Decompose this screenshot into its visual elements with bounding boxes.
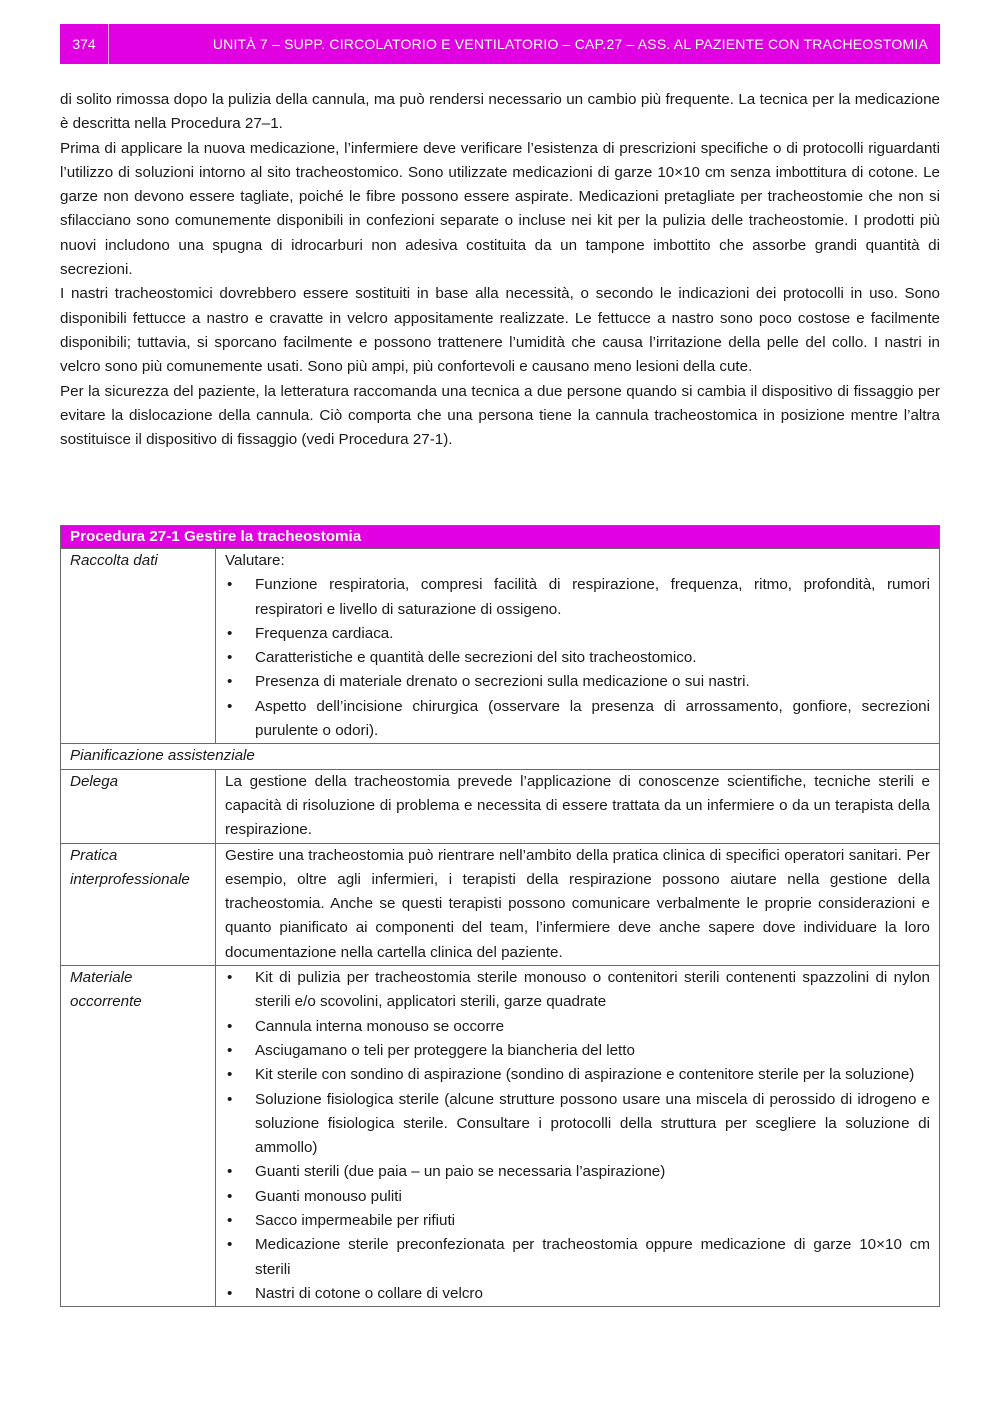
list-item: • Funzione respiratoria, compresi facilità di respirazione, frequenza, ritmo, profondità, rumori respiratori e livello di saturazione di ossigeno. — [225, 573, 930, 622]
row-content-raccolta-dati — [216, 549, 940, 744]
table-row — [61, 769, 940, 843]
page-number: 374 — [60, 24, 109, 64]
list-item: • Nastri di cotone o collare di velcro — [225, 1282, 930, 1306]
list-item: • Sacco impermeabile per rifiuti — [225, 1209, 930, 1233]
list-item: • Kit sterile con sondino di aspirazione (sondino di aspirazione e contenitore sterile per la soluzione) — [225, 1063, 930, 1087]
table-row — [61, 549, 940, 744]
list-item: • Presenza di materiale drenato o secrezioni sulla medicazione o sui nastri. — [225, 670, 930, 694]
table-row — [61, 966, 940, 1307]
list-item: • Kit di pulizia per tracheostomia sterile monouso o contenitori sterili contenenti spazzolini di nylon sterili e/o scovolini, applicatori sterili, garze quadrate — [225, 966, 930, 1015]
list-item: • Frequenza cardiaca. — [225, 622, 930, 646]
paragraph: Prima di applicare la nuova medicazione, l’infermiere deve verificare l’esistenza di prescrizioni specifiche o di protocolli riguardanti l’utilizzo di soluzioni intorno al sito tracheostomico. Sono utilizzate medicazioni di garze 10×10 cm senza imbottitura di cotone. Le garze non devono essere tagliate, poiché le fibre possono essere aspirate. Medicazioni pretagliate per tracheostomie che non si sfilacciano sono comunemente disponibili in confezioni separate o incluse nei kit per la pulizia delle tracheostomie. I prodotti più nuovi includono una spugna di idrocarburi non adesiva costituita da un tampone imbottito che assorbe grandi quantità di secrezioni. — [60, 139, 940, 279]
procedure-table — [60, 525, 940, 1307]
table-row — [61, 843, 940, 965]
assessment-list — [225, 573, 930, 743]
list-item: • Guanti monouso puliti — [225, 1185, 930, 1209]
row-content-materiale — [216, 966, 940, 1307]
row-label-delega: Delega — [61, 769, 216, 843]
page-header — [60, 24, 940, 64]
row-content-delega: La gestione della tracheostomia prevede l’applicazione di conoscenze scientifiche, tecniche sterili e capacità di risoluzione di problema e necessita di essere trattata da un infermiere o da un terapista della respirazione. — [216, 769, 940, 843]
list-item: • Caratteristiche e quantità delle secrezioni del sito tracheostomico. — [225, 646, 930, 670]
table-row — [61, 744, 940, 769]
list-item: • Guanti sterili (due paia – un paio se necessaria l’aspirazione) — [225, 1160, 930, 1184]
label-line: Materiale — [70, 969, 133, 987]
paragraph: I nastri tracheostomici dovrebbero essere sostituiti in base alla necessità, o secondo le indicazioni dei protocolli in uso. Sono disponibili fettucce a nastro e cravatte in velcro appositamente realizzate. Le fettucce a nastro sono poco costose e facilmente disponibili; tuttavia, si sporcano facilmente e possono trattenere l’umidità che causa l’irritazione della pelle del collo. I nastri in velcro sono più comunemente usati. Sono più ampi, più confortevoli e causano meno lesioni della cute. — [60, 285, 940, 376]
list-item: • Medicazione sterile preconfezionata per tracheostomia oppure medicazione di garze 10×10 cm sterili — [225, 1233, 930, 1282]
list-item: • Asciugamano o teli per proteggere la biancheria del letto — [225, 1039, 930, 1063]
list-item: • Cannula interna monouso se occorre — [225, 1015, 930, 1039]
row-label-pratica — [61, 843, 216, 965]
paragraph: Per la sicurezza del paziente, la letteratura raccomanda una tecnica a due persone quando si cambia il dispositivo di fissaggio per evitare la dislocazione della cannula. Ciò comporta che una persona tiene la cannula tracheostomica in posizione mentre l’altra sostituisce il dispositivo di fissaggio (vedi Procedura 27-1). — [60, 382, 940, 449]
body-text — [60, 88, 940, 452]
list-item: • Aspetto dell’incisione chirurgica (osservare la presenza di arrossamento, gonfiore, secrezioni purulente o odori). — [225, 695, 930, 744]
row-label-raccolta-dati: Raccolta dati — [61, 549, 216, 744]
assessment-intro: Valutare: — [225, 552, 285, 569]
label-line: occorrente — [70, 993, 142, 1011]
label-line: interprofessionale — [70, 870, 190, 888]
row-label-materiale — [61, 966, 216, 1307]
label-line: Pratica — [70, 846, 118, 864]
running-title: UNITÀ 7 – SUPP. CIRCOLATORIO E VENTILATORIO – CAP.27 – ASS. AL PAZIENTE CON TRACHEOSTOMIA — [212, 36, 928, 52]
materials-list — [225, 966, 930, 1306]
section-label-pianificazione: Pianificazione assistenziale — [61, 744, 940, 769]
list-item: • Soluzione fisiologica sterile (alcune strutture possono usare una miscela di perossido di idrogeno e soluzione fisiologica sterile. Consultare i protocolli della struttura per scegliere la soluzione di ammollo) — [225, 1088, 930, 1161]
paragraph: di solito rimossa dopo la pulizia della cannula, ma può rendersi necessario un cambio più frequente. La tecnica per la medicazione è descritta nella Procedura 27–1. — [60, 91, 940, 133]
procedure-title: Procedura 27-1 Gestire la tracheostomia — [61, 526, 940, 549]
row-content-pratica: Gestire una tracheostomia può rientrare nell’ambito della pratica clinica di specifici operatori sanitari. Per esempio, oltre agli infermieri, i terapisti della respirazione possono aiutare nella gestione della tracheostomia. Anche se questi terapisti possono comunicare verbalmente le proprie considerazioni e quanto pianificato ai componenti del team, l’infermiere deve anche sapere dove individuare la loro documentazione nella cartella clinica del paziente. — [216, 843, 940, 965]
procedure-title-row — [61, 526, 940, 549]
